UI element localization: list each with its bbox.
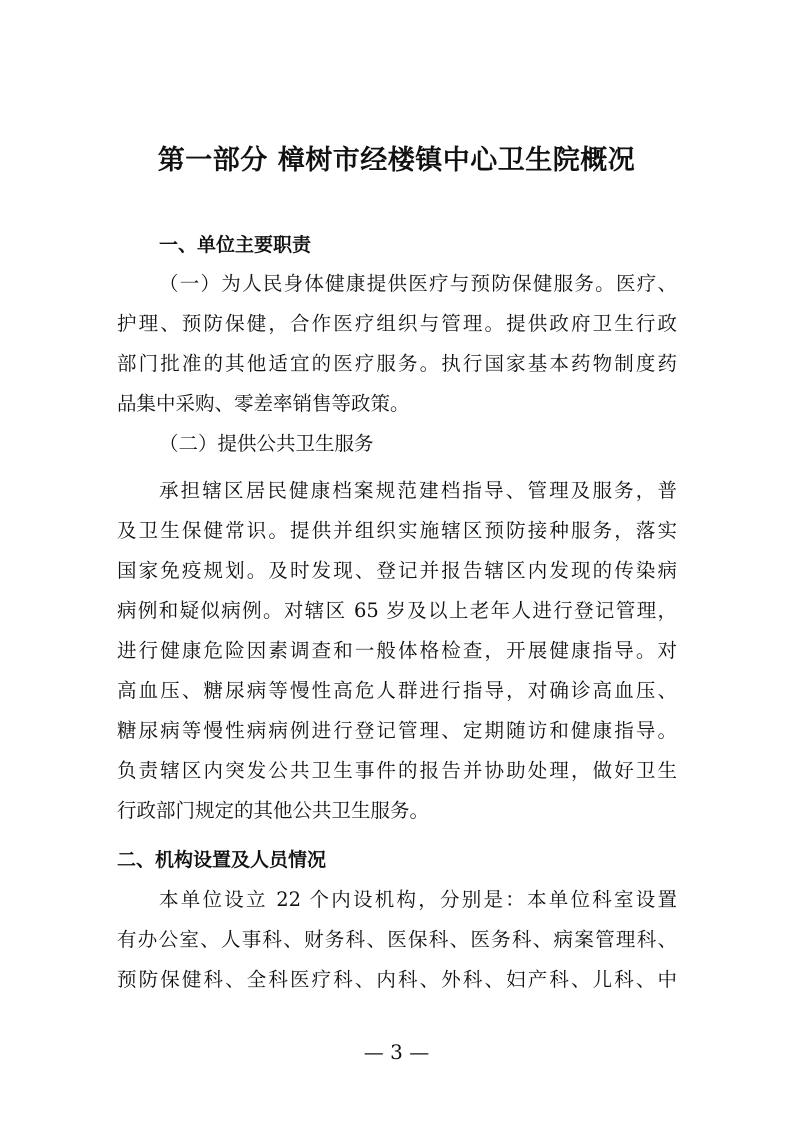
paragraph-line: 进行健康危险因素调查和一般体格检查，开展健康指导。对: [117, 639, 677, 662]
paragraph-line: 病例和疑似病例。对辖区 65 岁及以上老年人进行登记管理，: [117, 599, 677, 622]
paragraph-line: 国家免疫规划。及时发现、登记并报告辖区内发现的传染病: [117, 559, 677, 582]
paragraph-line: 糖尿病等慢性病病例进行登记管理、定期随访和健康指导。: [117, 719, 677, 742]
paragraph-line: 预防保健科、全科医疗科、内科、外科、妇产科、儿科、中: [117, 968, 677, 991]
subsection-label-medical: （一）为人民身体健康提供医疗与预防保健服务。医疗、: [159, 272, 677, 295]
paragraph-line: 负责辖区内突发公共卫生事件的报告并协助处理，做好卫生: [117, 759, 677, 782]
paragraph-line: 护理、预防保健，合作医疗组织与管理。提供政府卫生行政: [117, 312, 677, 335]
page-title: 第一部分 樟树市经楼镇中心卫生院概况: [157, 145, 636, 176]
section-heading-duties: 一、单位主要职责: [159, 234, 312, 256]
paragraph-line: 行政部门规定的其他公共卫生服务。: [117, 799, 430, 822]
paragraph-line: 部门批准的其他适宜的医疗服务。执行国家基本药物制度药: [117, 352, 677, 375]
paragraph-line: 本单位设立 22 个内设机构，分别是：本单位科室设置: [159, 888, 677, 911]
paragraph-line: 承担辖区居民健康档案规范建档指导、管理及服务，普: [159, 479, 677, 502]
section-heading-organization: 二、机构设置及人员情况: [117, 849, 327, 871]
subsection-label-public-health: （二）提供公共卫生服务: [159, 432, 374, 455]
paragraph-line: 品集中采购、零差率销售等政策。: [117, 392, 410, 415]
page-number: — 3 —: [363, 1040, 430, 1064]
paragraph-line: 高血压、糖尿病等慢性高危人群进行指导，对确诊高血压、: [117, 679, 677, 702]
paragraph-line: 及卫生保健常识。提供并组织实施辖区预防接种服务，落实: [117, 519, 677, 542]
paragraph-line: 有办公室、人事科、财务科、医保科、医务科、病案管理科、: [117, 928, 677, 951]
